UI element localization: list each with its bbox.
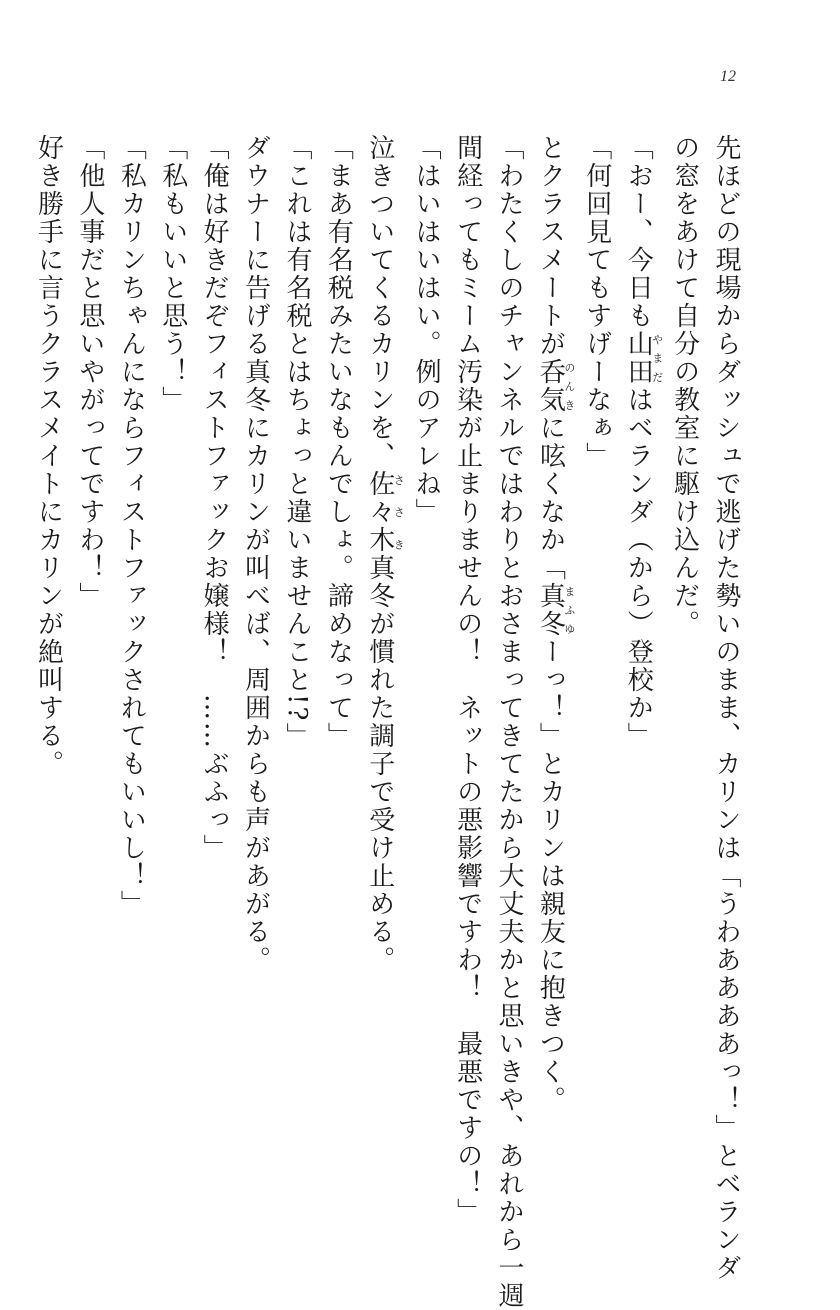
text-line [405,134,446,1114]
text-segment: ダウナーに告げる真冬にカリンが叫べば、周囲からも声があがる。 [240,134,271,974]
furigana-word [623,330,664,386]
text-segment: 好き勝手に言うクラスメイトにカリンが絶叫する。 [33,134,64,778]
text-line [529,134,575,1114]
text-line [234,134,275,1114]
text-segment: 「まあ有名税みたいなもんでしょ。諦めなって」 [323,134,354,750]
text-segment: 「わたくしのチャンネルではわりとおさまってきてたから大丈夫かと思いきや、あれから一週 [493,134,524,1310]
text-segment: 「はいはいはい。例のアレね」 [411,134,442,526]
ruby-base: 真冬 [535,582,566,638]
text-line [276,134,317,1114]
ruby-base: 呑気 [535,358,566,414]
page-number: 12 [720,68,736,85]
text-segment: 「何回見てもすげーなぁ」 [581,134,612,470]
text-segment: 先ほどの現場からダッシュで逃げた勢いのまま、カリンは「うわああああっ！」とベランダ [711,134,741,1282]
furigana-word [364,470,406,554]
text-line [663,134,704,1114]
text-line [617,134,663,1114]
text-line [151,134,192,1114]
furigana-word [535,582,576,638]
ruby-reading: さ さ き [392,470,406,554]
text-line [705,134,746,1282]
ruby-reading: まふゆ [562,582,576,638]
text-line [193,134,234,1114]
text-segment: に呟くなか「 [535,414,566,582]
text-segment: 「これは有名税とはちょっと違いませんこと!?」 [281,134,312,751]
text-line [488,134,529,1310]
furigana-word [535,358,576,414]
text-line [110,134,151,1114]
body-text [27,134,746,1310]
text-segment: の窓をあけて自分の教室に駆け込んだ。 [669,134,700,638]
ruby-base: 佐々木 [364,470,395,554]
text-segment: ーっ！」とカリンは親友に抱きつく。 [535,638,566,1114]
text-line [69,134,110,1114]
text-segment: 泣きついてくるカリンを、 [364,134,395,470]
text-segment: 「私カリンちゃんにならフィストファックされてもいいし！」 [116,134,147,918]
text-segment: はベランダ（から）登校か」 [623,386,654,750]
text-line [317,134,358,1114]
text-line [27,134,68,1114]
text-segment: 真冬が慣れた調子で受け止める。 [364,554,395,974]
text-segment: 「他人事だと思いやがってですわ！」 [74,134,105,610]
text-segment: 間経ってもミーム汚染が止まりませんの！ ネットの悪影響ですわ！ 最悪ですの！」 [452,134,483,1226]
ruby-reading: やまだ [650,330,664,386]
text-segment: 「おー、今日も [623,134,654,330]
text-segment: 「私もいいと思う！」 [157,134,188,414]
text-line [575,134,616,1114]
text-segment: とクラスメートが [535,134,566,358]
text-line [446,134,487,1226]
text-line [358,134,404,1114]
ruby-base: 山田 [623,330,654,386]
ruby-reading: のんき [562,358,576,414]
text-segment: 「俺は好きだぞフィストファックお嬢様！ ……ぶふっ」 [199,134,230,862]
